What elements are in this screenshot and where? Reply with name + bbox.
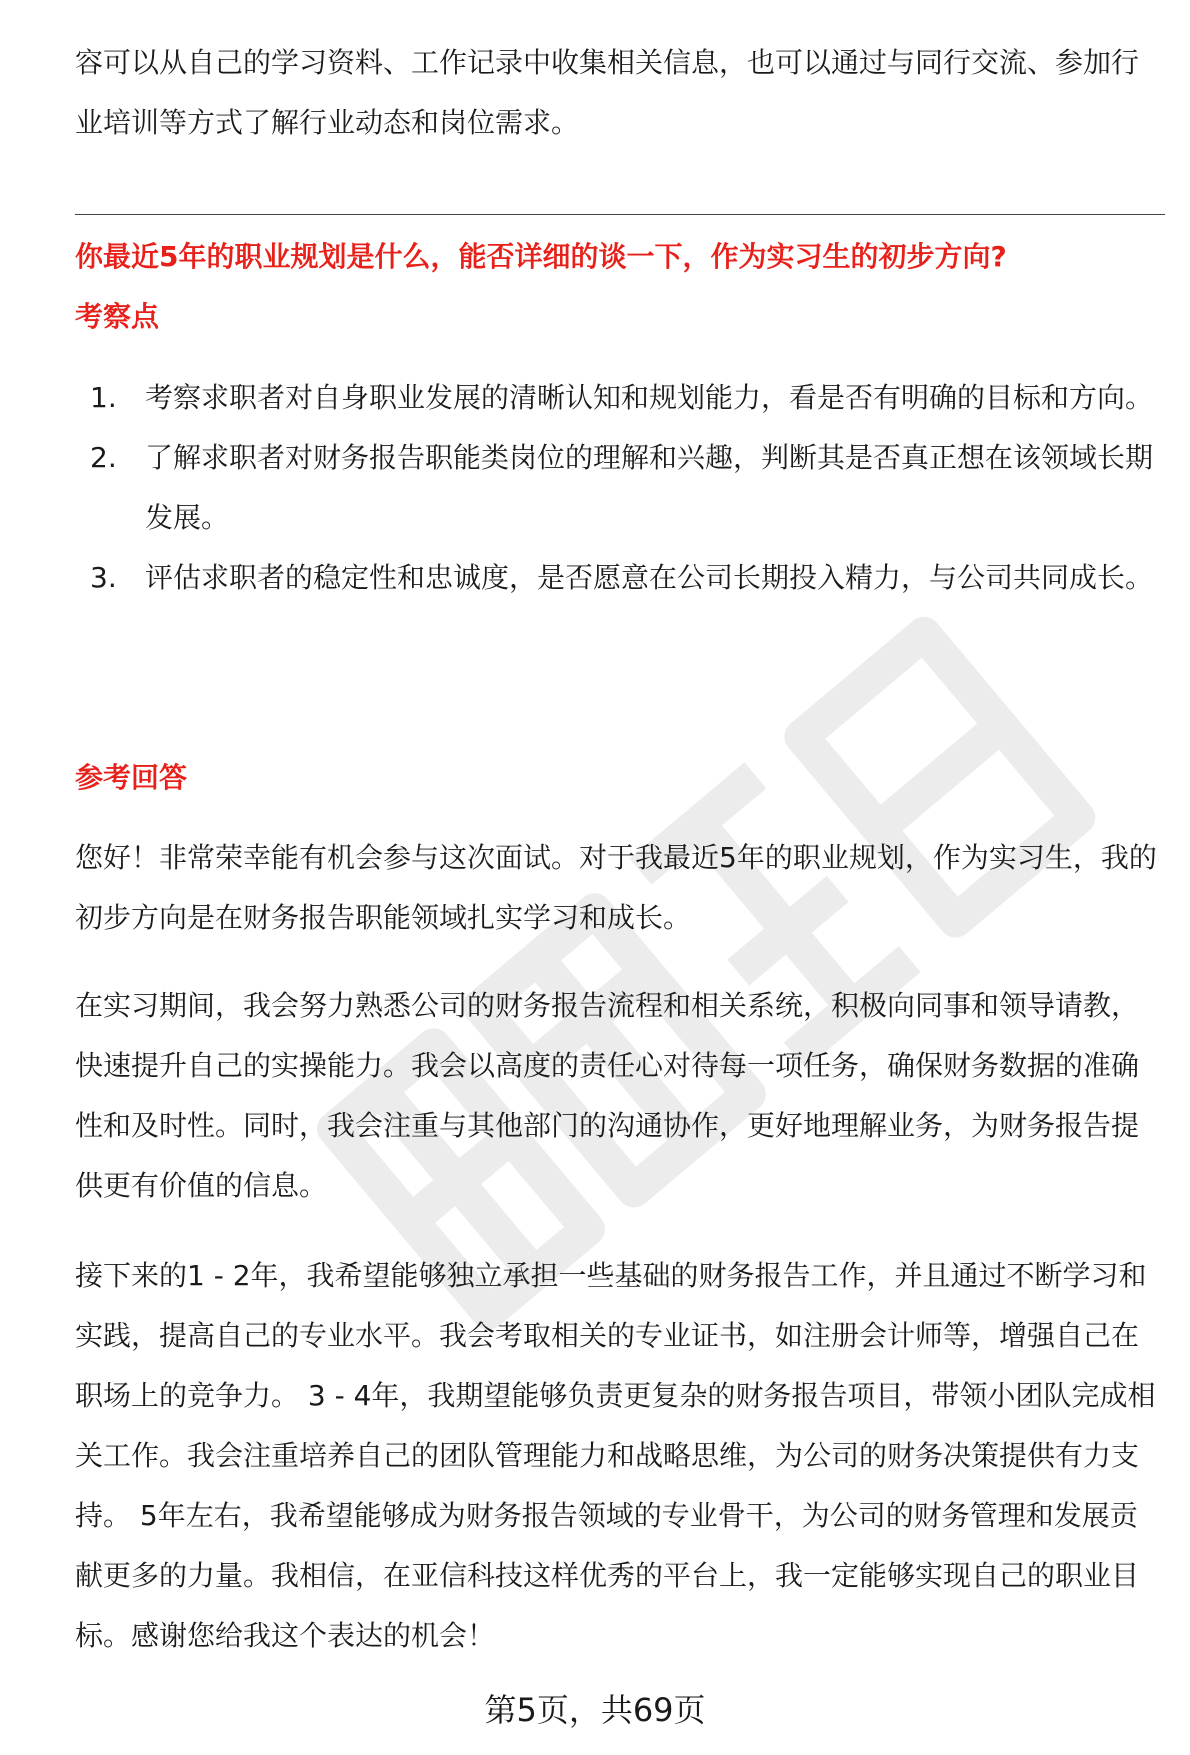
answer-heading: 参考回答 <box>75 761 188 794</box>
section-divider <box>75 214 1165 215</box>
answer-text: 接下来的1 - 2年，我希望能够独立承担一些基础的财务报告工作，并且通过不断学习和实践，提高自己的专业水平。我会考取相关的专业证书，如注册会计师等，增强自己在职场上的竞争力。 3 - 4年，我期望能够负责更复杂的财务报告项目，带领小团队完成相关工作。我会注重培养自己的团队管理能力和战略思维，为公司的财务决策提供有力支持。 5年左右，我希望能够成为财务报告领域的专业骨干，为公司的财务管理和发展贡献更多的力量。我相信，在亚信科技这样优秀的平台上，我一定能够实现自己的职业目标。感谢您给我这个表达的机会！ <box>75 1259 1156 1652</box>
question-section <box>75 237 1165 277</box>
list-item <box>75 548 1165 608</box>
list-item-number: 2. <box>90 441 117 474</box>
intro-paragraph: 容可以从自己的学习资料、工作记录中收集相关信息，也可以通过与同行交流、参加行业培训等方式了解行业动态和岗位需求。 <box>75 46 1140 139</box>
list-item-number: 1. <box>90 381 117 414</box>
points-heading-section <box>75 297 1165 337</box>
list-item-text: 考察求职者对自身职业发展的清晰认知和规划能力，看是否有明确的目标和方向。 <box>145 381 1154 414</box>
list-item <box>75 428 1165 548</box>
question-title: 你最近5年的职业规划是什么，能否详细的谈一下，作为实习生的初步方向? <box>75 240 1007 273</box>
points-heading: 考察点 <box>75 300 160 333</box>
list-item <box>75 368 1165 428</box>
answer-paragraph-2 <box>75 976 1165 1216</box>
answer-paragraph-3 <box>75 1246 1165 1666</box>
answer-text: 在实习期间，我会努力熟悉公司的财务报告流程和相关系统，积极向同事和领导请教，快速提升自己的实操能力。我会以高度的责任心对待每一项任务，确保财务数据的准确性和及时性。同时，我会注重与其他部门的沟通协作，更好地理解业务，为财务报告提供更有价值的信息。 <box>75 989 1140 1202</box>
list-item-text: 了解求职者对财务报告职能类岗位的理解和兴趣，判断其是否真正想在该领域长期发展。 <box>145 441 1154 534</box>
answer-heading-section <box>75 758 1165 798</box>
intro-section <box>75 33 1165 153</box>
points-list <box>75 368 1165 608</box>
list-item-number: 3. <box>90 561 117 594</box>
answer-paragraph-1 <box>75 828 1165 948</box>
page-footer: 第5页，共69页 <box>484 1691 706 1729</box>
list-item-text: 评估求职者的稳定性和忠诚度，是否愿意在公司长期投入精力，与公司共同成长。 <box>145 561 1154 594</box>
points-list-section <box>75 368 1165 608</box>
answer-text: 您好！非常荣幸能有机会参与这次面试。对于我最近5年的职业规划，作为实习生，我的初步方向是在财务报告职能领域扎实学习和成长。 <box>75 841 1157 934</box>
